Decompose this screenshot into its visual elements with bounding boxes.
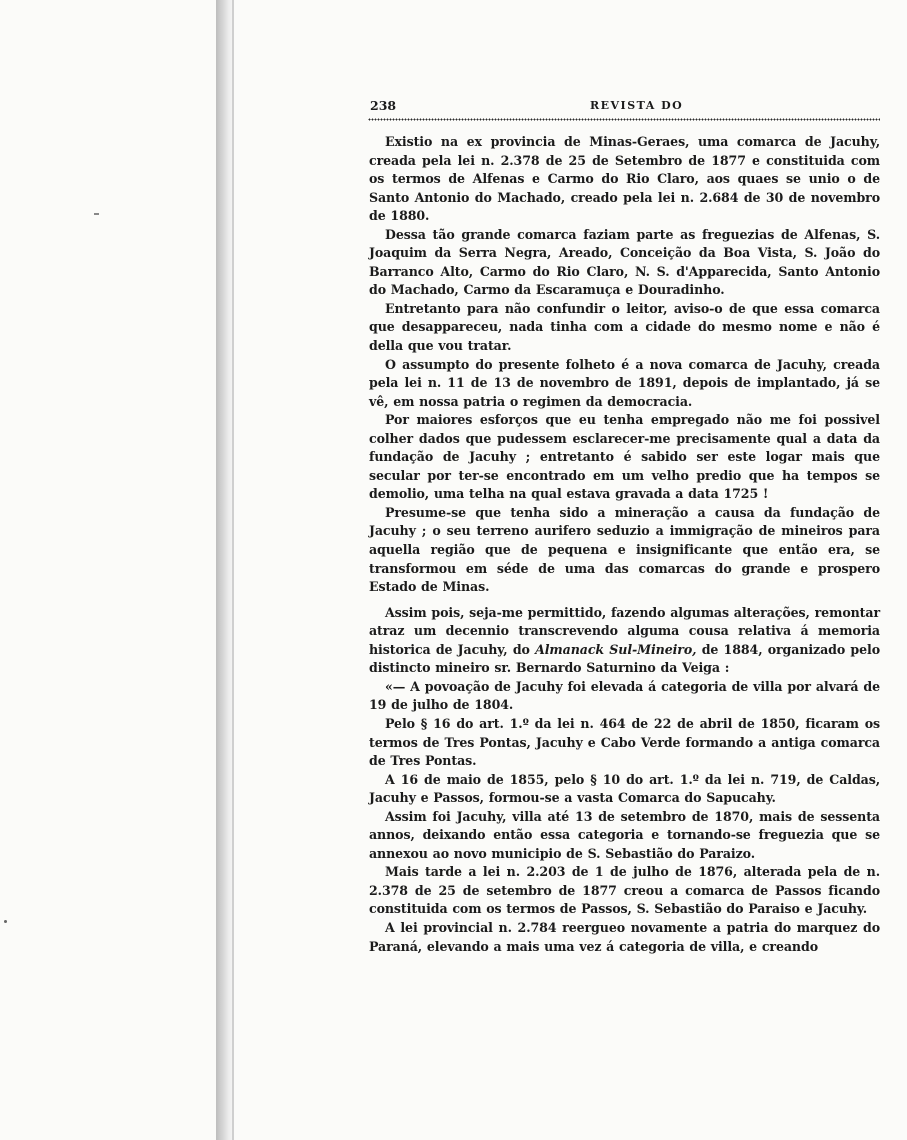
almanack-title: Almanack Sul-Mineiro, (535, 641, 697, 657)
page-edge-line (232, 0, 234, 1140)
paragraph: Assim foi Jacuhy, villa até 13 de setembro de 1870, mais de sessenta annos, deixando então essa categoria e tornando-se freguezia que se annexou ao novo municipio de S. Sebastião do Paraizo. (369, 808, 880, 861)
paragraph: O assumpto do presente folheto é a nova comarca de Jacuhy, creada pela lei n. 11 de 13 de novembro de 1891, depois de implantado, já se vê, em nossa patria o regimen da democracia. (369, 356, 880, 409)
paragraph (369, 604, 880, 678)
running-title: REVISTA DO (590, 99, 684, 112)
body-text (369, 133, 880, 956)
paragraph: Por maiores esforços que eu tenha empregado não me foi possivel colher dados que pudessem esclarecer-me precisamente qual a data da fundação de Jacuhy ; entretanto é sabido ser este logar mais que secular por ter-se encontrado em um velho predio que ha tempos se demolio, uma telha na qual estava gravada a data 1725 ! (369, 412, 880, 502)
paragraph: A 16 de maio de 1855, pelo § 10 do art. 1.º da lei n. 719, de Caldas, Jacuhy e Passos, formou-se a vasta Comarca do Sapucahy. (369, 771, 880, 806)
paragraph: «— A povoação de Jacuhy foi elevada á categoria de villa por alvará de 19 de julho de 1804. (369, 678, 880, 713)
paragraph-text: Assim pois, seja-me permittido, fazendo algumas alterações, remontar atraz um decennio transcrevendo alguma cousa relativa á memoria historica de Jacuhy, do (369, 604, 880, 657)
paragraph: Pelo § 16 do art. 1.º da lei n. 464 de 22 de abril de 1850, ficaram os termos de Tres Pontas, Jacuhy e Cabo Verde formando a antiga comarca de Tres Pontas. (369, 715, 880, 769)
paragraph: Mais tarde a lei n. 2.203 de 1 de julho de 1876, alterada pela de n. 2.378 de 25 de setembro de 1877 creou a comarca de Passos ficando constituida com os termos de Passos, S. Sebastião do Paraiso e Jacuhy. (369, 864, 880, 917)
paragraph: Entretanto para não confundir o leitor, aviso-o de que essa comarca que desappareceu, nada tinha com a cidade do mesmo nome e não é della que vou tratar. (369, 300, 880, 354)
page-number: 238 (370, 98, 397, 113)
paragraph-text: de 1884, organizado pelo distincto mineiro sr. Bernardo Saturnino da Veiga : (369, 641, 881, 676)
scan-speck (94, 213, 99, 215)
paragraph: Existio na ex provincia de Minas-Geraes, uma comarca de Jacuhy, creada pela lei n. 2.378 de 25 de Setembro de 1877 e constituida com os termos de Alfenas e Carmo do Rio Claro, aos quaes se unio o de Santo Antonio do Machado, creado pela lei n. 2.684 de 30 de novembro de 1880. (369, 134, 880, 224)
page-header (370, 98, 878, 118)
paragraph: Presume-se que tenha sido a mineração a causa da fundação de Jacuhy ; o seu terreno aurifero seduzio a immigração de mineiros para aquella região que de pequena e insignificante que então era, se transformou em séde de uma das comarcas do grande e prospero Estado de Minas. (369, 504, 880, 595)
scan-speck (4, 920, 7, 923)
paragraph: Dessa tão grande comarca faziam parte as freguezias de Alfenas, S. Joaquim da Serra Negra, Areado, Conceição da Boa Vista, S. João do Barranco Alto, Carmo do Rio Claro, N. S. d'Apparecida, Santo Antonio do Machado, Carmo da Escaramuça e Douradinho. (369, 226, 880, 298)
header-rule (368, 118, 880, 121)
paragraph: A lei provincial n. 2.784 reergueo novamente a patria do marquez do Paraná, elevando a mais uma vez á categoria de villa, e creando (369, 919, 880, 954)
